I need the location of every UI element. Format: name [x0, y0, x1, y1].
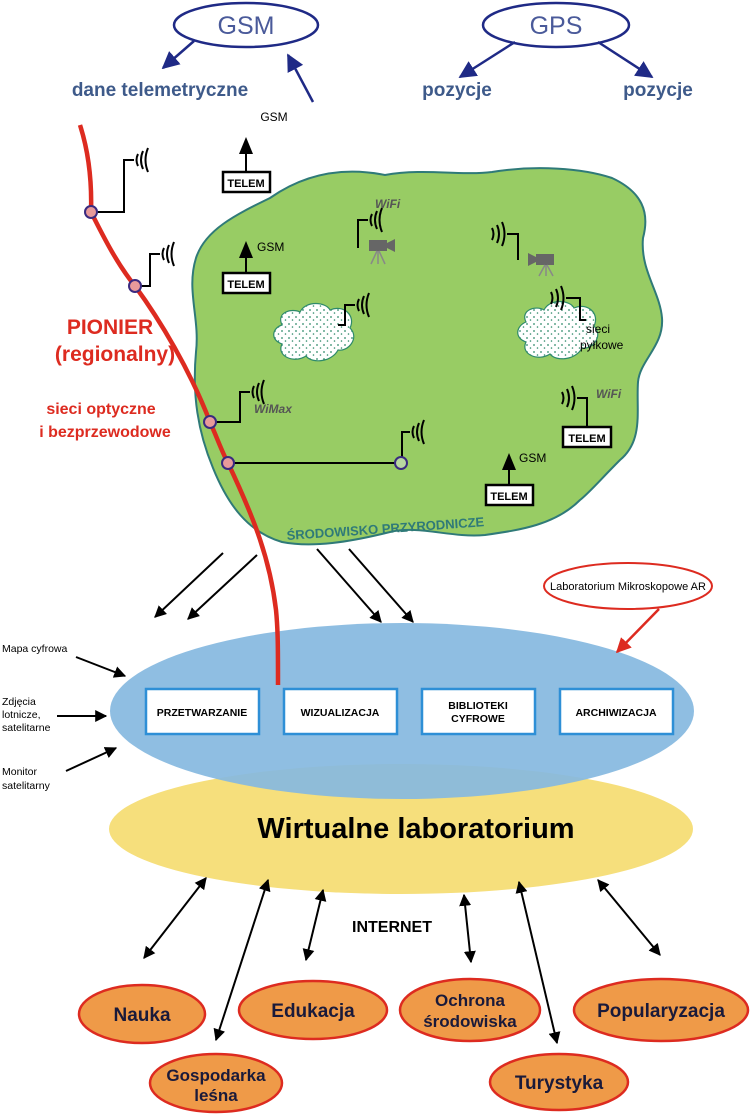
pionier-title-line2: (regionalny): [54, 343, 176, 366]
svg-text:BIBLIOTEKI: BIBLIOTEKI: [448, 700, 508, 712]
pionier-title-line1: PIONIER: [66, 316, 154, 339]
svg-text:Turystyka: Turystyka: [514, 1073, 604, 1094]
pionier-node-4: [222, 457, 234, 469]
svg-text:Popularyzacja: Popularyzacja: [597, 1001, 725, 1022]
zdjecia-line1: Zdjęcia: [2, 696, 36, 708]
wirtualne-laboratorium-label: Wirtualne laboratorium: [257, 813, 575, 845]
arrow-ochrona: [464, 895, 471, 962]
przetwarzanie-box: [146, 689, 259, 734]
monitor-line1: Monitor: [2, 766, 38, 778]
env-arrow-1: [155, 553, 223, 617]
gsm-uplink-arrow: [288, 55, 313, 102]
arrow-nauka: [144, 878, 206, 958]
pionier-sub-line1: sieci optyczne: [46, 401, 156, 418]
pozycje-left-label: pozycje: [422, 80, 492, 101]
env-arrow-3: [317, 549, 381, 622]
gps-to-position-right-arrow: [598, 42, 652, 77]
pionier-node-1: [85, 206, 97, 218]
biblioteki-cyfrowe-box: [422, 689, 535, 734]
svg-text:Edukacja: Edukacja: [271, 1001, 355, 1022]
environment-blob: [192, 168, 662, 544]
svg-text:ARCHIWIZACJA: ARCHIWIZACJA: [575, 707, 657, 719]
mapa-cyfrowa-label: Mapa cyfrowa: [2, 643, 68, 655]
arrow-edukacja: [306, 890, 323, 960]
pozycje-right-label: pozycje: [623, 80, 693, 101]
internet-label: INTERNET: [352, 919, 432, 936]
gsm-to-telemetry-arrow: [163, 41, 194, 68]
svg-text:CYFROWE: CYFROWE: [451, 713, 505, 725]
sieci-pylkowe-line1: sieci: [586, 322, 611, 336]
svg-text:leśna: leśna: [194, 1086, 238, 1105]
telem-label: TELEM: [227, 178, 265, 190]
gps-label: GPS: [529, 12, 583, 40]
zdjecia-line2: lotnicze,: [2, 709, 41, 721]
svg-text:GSM: GSM: [519, 451, 547, 465]
archiwizacja-box: [560, 689, 673, 734]
svg-text:Gospodarka: Gospodarka: [166, 1066, 266, 1085]
arrow-popularyzacja: [598, 880, 660, 955]
svg-text:środowiska: środowiska: [423, 1012, 517, 1031]
svg-text:Nauka: Nauka: [113, 1005, 171, 1026]
svg-text:WiFi: WiFi: [596, 387, 622, 401]
output-gospodarka-lesna: [150, 1054, 282, 1112]
output-turystyka: [490, 1054, 628, 1110]
wizualizacja-box: [284, 689, 397, 734]
mapa-cyfrowa-arrow: [76, 657, 125, 676]
output-ochrona-srodowiska: [400, 979, 540, 1041]
sieci-pylkowe-line2: pyłkowe: [580, 338, 624, 352]
dane-telemetryczne-label: dane telemetryczne: [71, 80, 249, 101]
srodowisko-label: ŚRODOWISKO PRZYRODNICZE: [286, 514, 485, 543]
zdjecia-line3: satelitarne: [2, 722, 51, 734]
gsm-small-label: GSM: [260, 110, 288, 124]
env-arrow-2: [188, 555, 257, 619]
lab-mikroskopowe-arrow: [617, 609, 659, 652]
monitor-line2: satelitarny: [2, 780, 50, 792]
antenna-1: [91, 148, 148, 212]
lab-mikroskopowe-label: Laboratorium Mikroskopowe AR: [550, 581, 706, 593]
pionier-sub-line2: i bezprzewodowe: [39, 424, 171, 441]
antenna-2: [135, 242, 174, 286]
svg-text:TELEM: TELEM: [227, 279, 265, 291]
output-popularyzacja: [574, 979, 748, 1041]
monitor-arrow: [66, 748, 116, 771]
output-nauka: [79, 985, 205, 1043]
svg-text:WiMax: WiMax: [254, 402, 292, 416]
svg-text:TELEM: TELEM: [568, 433, 606, 445]
svg-text:WiFi: WiFi: [375, 197, 401, 211]
svg-text:GSM: GSM: [257, 240, 285, 254]
pionier-node-3: [204, 416, 216, 428]
svg-text:PRZETWARZANIE: PRZETWARZANIE: [156, 707, 248, 719]
output-edukacja: [239, 981, 387, 1039]
gps-to-position-left-arrow: [460, 42, 515, 77]
pionier-node-2: [129, 280, 141, 292]
telem-station-top: [223, 137, 270, 192]
env-arrow-4: [349, 549, 413, 622]
svg-text:Ochrona: Ochrona: [435, 991, 505, 1010]
gsm-label: GSM: [217, 12, 275, 40]
svg-text:WIZUALIZACJA: WIZUALIZACJA: [300, 707, 380, 719]
svg-text:TELEM: TELEM: [490, 491, 528, 503]
